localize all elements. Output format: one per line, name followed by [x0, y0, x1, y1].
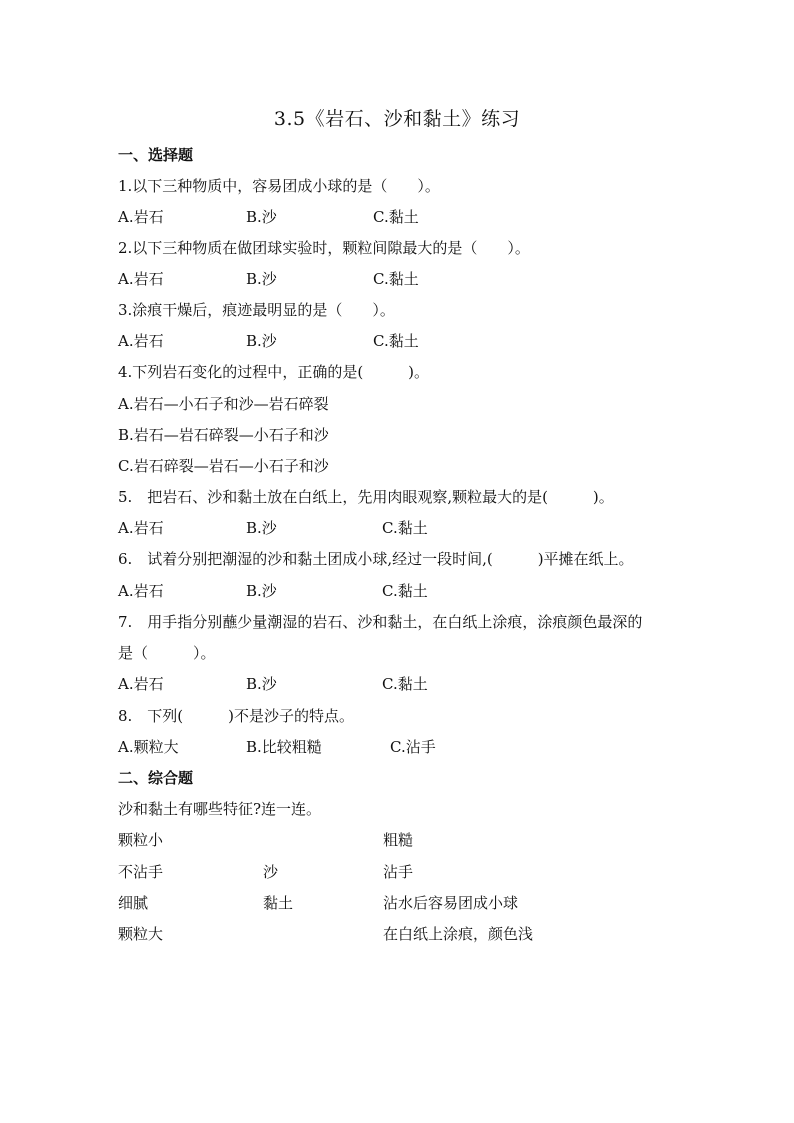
question-3: 3.涂痕干燥后，痕迹最明显的是（ ）。	[118, 301, 395, 319]
option-c: C.黏土	[373, 270, 419, 288]
question-3-options	[118, 331, 678, 351]
match-left-item: 颗粒大	[118, 925, 164, 943]
option-c: C.黏土	[373, 332, 419, 350]
match-mid-item: 黏土	[263, 894, 294, 912]
option-c: C.沾手	[390, 738, 436, 756]
section-heading-comprehensive: 二、综合题	[118, 769, 194, 787]
option-b: B.沙	[246, 332, 277, 350]
match-left-item: 不沾手	[118, 863, 164, 881]
match-right-item: 沾手	[383, 863, 414, 881]
question-4-option-b: B.岩石—岩石碎裂—小石子和沙	[118, 426, 329, 444]
match-mid-item: 沙	[263, 863, 279, 881]
option-b: B.沙	[246, 675, 277, 693]
option-b: B.比较粗糙	[246, 738, 322, 756]
question-5-options	[118, 518, 678, 538]
worksheet-title: 3.5《岩石、沙和黏土》练习	[273, 108, 521, 130]
question-7: 7. 用手指分别蘸少量潮湿的岩石、沙和黏土，在白纸上涂痕，涂痕颜色最深的	[118, 613, 643, 631]
question-4: 4.下列岩石变化的过程中，正确的是( )。	[118, 363, 430, 381]
question-5: 5. 把岩石、沙和黏土放在白纸上，先用肉眼观察,颗粒最大的是( )。	[118, 488, 614, 506]
question-4-option-c: C.岩石碎裂—岩石—小石子和沙	[118, 457, 329, 475]
option-c: C.黏土	[373, 208, 419, 226]
option-b: B.沙	[246, 582, 277, 600]
option-a: A.岩石	[118, 270, 164, 288]
option-c: C.黏土	[382, 519, 428, 537]
question-2: 2.以下三种物质在做团球实验时，颗粒间隙最大的是（ ）。	[118, 239, 530, 257]
option-a: A.岩石	[118, 332, 164, 350]
match-question: 沙和黏土有哪些特征?连一连。	[118, 800, 322, 818]
match-left-item: 细腻	[118, 894, 149, 912]
option-a: A.岩石	[118, 208, 164, 226]
match-left-item: 颗粒小	[118, 831, 164, 849]
match-right-item: 沾水后容易团成小球	[383, 894, 519, 912]
match-row	[118, 893, 678, 913]
question-7-options	[118, 674, 678, 694]
section-heading-choice: 一、选择题	[118, 146, 194, 164]
match-right-item: 粗糙	[383, 831, 414, 849]
option-b: B.沙	[246, 208, 277, 226]
option-a: A.颗粒大	[118, 738, 179, 756]
match-row	[118, 830, 678, 850]
option-a: A.岩石	[118, 675, 164, 693]
option-a: A.岩石	[118, 582, 164, 600]
option-a: A.岩石	[118, 519, 164, 537]
question-1: 1.以下三种物质中，容易团成小球的是（ ）。	[118, 177, 440, 195]
option-b: B.沙	[246, 519, 277, 537]
question-2-options	[118, 269, 678, 289]
question-7-continued: 是（ ）。	[118, 644, 216, 662]
option-c: C.黏土	[382, 582, 428, 600]
option-b: B.沙	[246, 270, 277, 288]
match-right-item: 在白纸上涂痕，颜色浅	[383, 925, 534, 943]
question-8: 8. 下列( )不是沙子的特点。	[118, 707, 355, 725]
question-6: 6. 试着分别把潮湿的沙和黏土团成小球,经过一段时间,( )平摊在纸上。	[118, 550, 634, 568]
question-4-option-a: A.岩石—小石子和沙—岩石碎裂	[118, 395, 329, 413]
option-c: C.黏土	[382, 675, 428, 693]
match-row	[118, 862, 678, 882]
match-row	[118, 924, 678, 944]
question-6-options	[118, 581, 678, 601]
question-1-options	[118, 207, 678, 227]
question-8-options	[118, 737, 678, 757]
